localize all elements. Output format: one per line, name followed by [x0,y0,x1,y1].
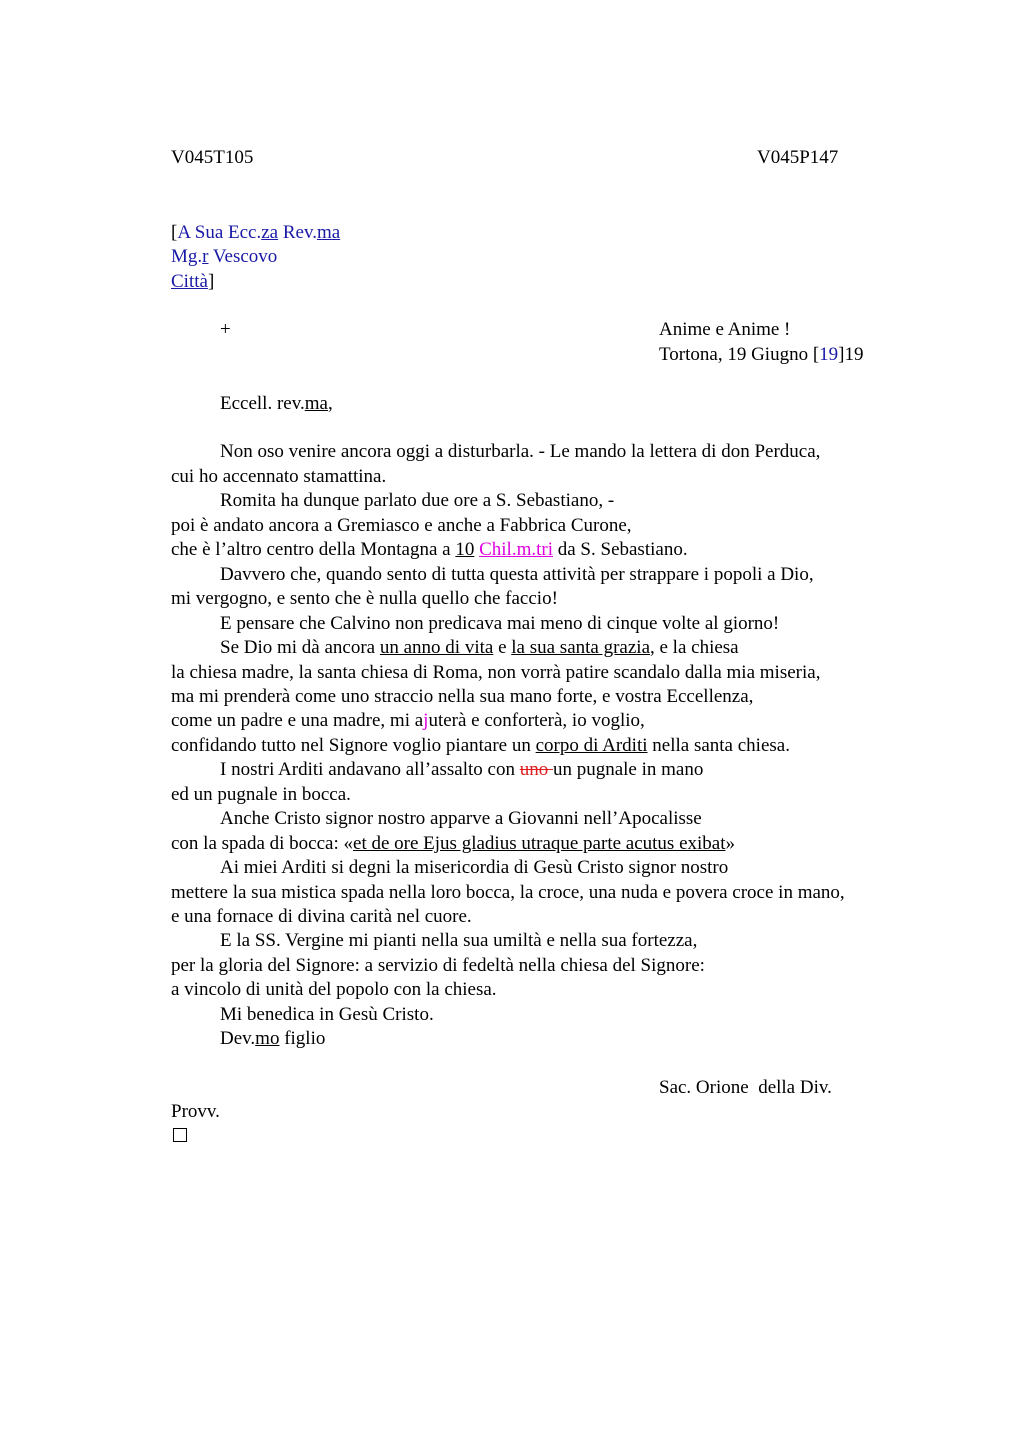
dateline [659,343,863,367]
body-line: e una fornace di divina carità nel cuore. [171,906,472,927]
latin-quote: et de ore Ejus gladius utraque parte acutus exibat [353,833,726,854]
text-run: un pugnale in mano [552,759,704,780]
footer-note: Provv. [171,1101,220,1122]
body-line: ma mi prenderà come uno straccio nella sua mano forte, e vostra Eccellenza, [171,686,754,707]
text-run: con la spada di bocca: « [171,833,354,854]
body-line: la chiesa madre, la santa chiesa di Roma, non vorrà patire scandalo dalla mia miseria, [171,662,821,683]
text-run: nella santa chiesa. [647,735,790,756]
address-city: Città [171,271,208,292]
body-line [171,734,790,758]
address-superscript: ma [316,222,341,243]
body-line [220,758,703,782]
abbreviation-highlight: Chil.m.tri [479,539,553,560]
salutation [220,392,333,416]
underlined-text: corpo di Arditi [535,735,648,756]
salutation-text: , [327,393,333,414]
address-superscript: r [202,246,209,267]
underlined-text: la sua santa grazia [511,637,650,658]
text-run: e [493,637,512,658]
dateline-text: Tortona, 19 Giugno [ [659,344,820,365]
body-line [171,538,688,562]
checkbox-icon [173,1128,187,1142]
address-line-2 [171,245,277,269]
body-line: Non oso venire ancora oggi a disturbarla. - Le mando la lettera di don Perduca, [220,441,821,462]
body-line: E pensare che Calvino non predicava mai meno di cinque volte al giorno! [220,613,780,634]
body-line: mettere la sua mistica spada nella loro bocca, la croce, una nuda e povera croce in mano, [171,882,845,903]
signature: Sac. Orione della Div. [659,1077,832,1098]
salutation-superscript: ma [304,393,328,414]
text-run: uterà e conforterà, io voglio, [428,710,645,731]
body-line [171,709,645,733]
text-run: che è l’altro centro della Montagna a [171,539,456,560]
bracket-open: [ [171,222,178,243]
body-line [171,832,735,856]
letter-highlight: j [423,710,429,731]
body-line [220,636,739,660]
body-line: E la SS. Vergine mi pianti nella sua umiltà e nella sua fortezza, [220,930,698,951]
deleted-text: uno [519,759,553,780]
bracket-close: ] [207,271,215,292]
header-right-code: V045P147 [757,147,839,168]
address-line-1 [171,221,340,245]
body-line: Mi benedica in Gesù Cristo. [220,1004,434,1025]
underlined-text: un anno di vita [379,637,494,658]
body-line: Davvero che, quando sento di tutta questa attività per strappare i popoli a Dio, [220,564,814,585]
text-run: » [725,833,735,854]
address-superscript: za [261,222,279,243]
address-text: Rev. [278,222,317,243]
underlined-text: 10 [455,539,475,560]
body-line: poi è andato ancora a Gremiasco e anche a Fabbrica Curone, [171,515,632,536]
header-left-code: V045T105 [171,147,254,168]
text-run: I nostri Arditi andavano all’assalto con [220,759,520,780]
body-line: Romita ha dunque parlato due ore a S. Sebastiano, - [220,490,615,511]
salutation-text: Eccell. rev. [220,393,305,414]
address-text: A Sua Ecc. [177,222,262,243]
text-run: confidando tutto nel Signore voglio piantare un [171,735,536,756]
body-line: per la gloria del Signore: a servizio di fedeltà nella chiesa del Signore: [171,955,705,976]
body-line: Anche Cristo signor nostro apparve a Giovanni nell’Apocalisse [220,808,702,829]
text-run: come un padre e una madre, mi a [171,710,424,731]
cross-symbol: + [220,319,231,340]
body-line: mi vergogno, e sento che è nulla quello che faccio! [171,588,558,609]
text-run: Se Dio mi dà ancora [220,637,380,658]
address-line-3 [171,270,214,294]
text-run: figlio [279,1028,326,1049]
motto: Anime e Anime ! [659,319,791,340]
body-line: cui ho accennato stamattina. [171,466,387,487]
body-line: a vincolo di unità del popolo con la chiesa. [171,979,497,1000]
address-text: Mg. [171,246,203,267]
text-run: , e la chiesa [650,637,739,658]
dateline-year-insert: 19 [819,344,839,365]
text-run: Dev. [220,1028,256,1049]
body-line: Ai miei Arditi si degni la misericordia di Gesù Cristo signor nostro [220,857,729,878]
address-text: Vescovo [208,246,278,267]
text-run: da S. Sebastiano. [553,539,688,560]
dateline-text: ]19 [838,344,864,365]
underlined-text: mo [255,1028,280,1049]
body-line [220,1027,325,1051]
body-line: ed un pugnale in bocca. [171,784,351,805]
